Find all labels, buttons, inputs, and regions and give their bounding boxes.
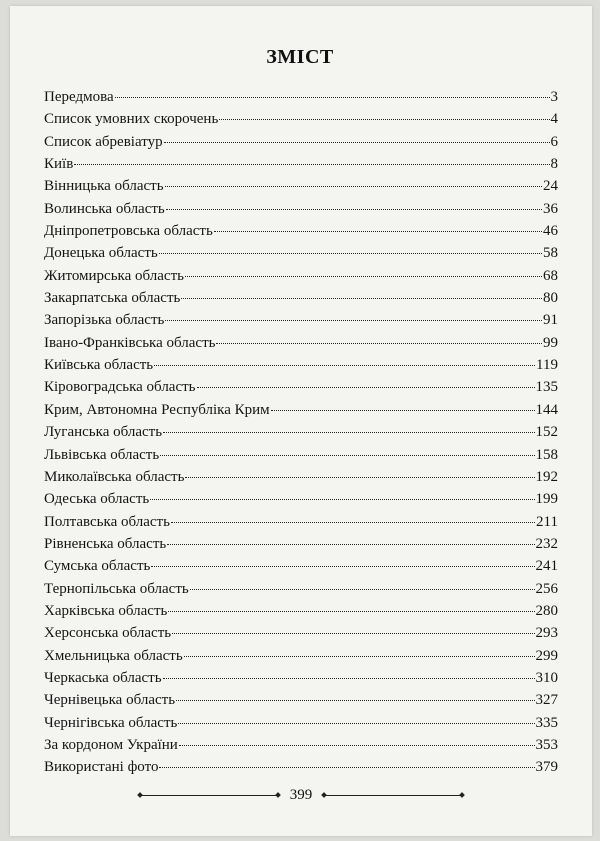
toc-entry-page: 152 [535, 424, 558, 441]
dot-leader [159, 767, 534, 768]
dot-leader [165, 320, 542, 321]
dot-leader [178, 723, 534, 724]
toc-entry-page: 135 [535, 379, 558, 396]
toc-entry-page: 280 [535, 602, 558, 619]
toc-entry-title: Чернівецька область [44, 692, 176, 709]
toc-entry-title: Сумська область [44, 558, 151, 575]
toc-entry [44, 555, 558, 577]
toc-entry-title: Черкаська область [44, 669, 162, 686]
dot-leader [219, 119, 549, 120]
toc-entry [44, 265, 558, 287]
toc-entry-page: 80 [543, 290, 558, 307]
ornament-right [324, 795, 462, 796]
page-footer [140, 785, 462, 805]
toc-entry-title: Вінницька область [44, 178, 164, 195]
toc-entry-title: Тернопільська область [44, 580, 189, 597]
toc-entry [44, 175, 558, 197]
toc-entry-title: Харківська область [44, 602, 168, 619]
toc-entry [44, 376, 558, 398]
dot-leader [163, 678, 535, 679]
toc-entry [44, 421, 558, 443]
toc-entry-title: Рівненська область [44, 535, 167, 552]
toc-entry-page: 58 [543, 245, 558, 262]
toc-entry [44, 645, 558, 667]
dot-leader [171, 522, 535, 523]
toc-entry-title: Полтавська область [44, 513, 170, 530]
toc-entry-title: Дніпропетровська область [44, 223, 213, 240]
toc-entry-page: 99 [543, 334, 558, 351]
dot-leader [74, 164, 549, 165]
dot-leader [168, 611, 534, 612]
toc-entry [44, 466, 558, 488]
toc-entry [44, 756, 558, 778]
toc-entry [44, 332, 558, 354]
toc-entry [44, 242, 558, 264]
toc-entry-page: 211 [536, 513, 558, 530]
dot-leader [163, 432, 534, 433]
toc-entry-page: 36 [543, 200, 558, 217]
toc-entry-page: 379 [535, 759, 558, 776]
toc-entry-page: 6 [550, 133, 558, 150]
toc-entry-title: Львівська область [44, 446, 160, 463]
toc-entry-page: 192 [535, 468, 558, 485]
toc-entry-title: За кордоном України [44, 736, 178, 753]
toc-entry-title: Київ [44, 156, 74, 173]
dot-leader [181, 298, 542, 299]
toc-entry-title: Київська область [44, 357, 154, 374]
toc-entry [44, 86, 558, 108]
dot-leader [154, 365, 535, 366]
dot-leader [172, 633, 534, 634]
toc-entry [44, 198, 558, 220]
dot-leader [160, 455, 534, 456]
toc-entry [44, 600, 558, 622]
toc-entry-title: Одеська область [44, 491, 150, 508]
toc-entry-page: 119 [536, 357, 558, 374]
toc-entry-title: Луганська область [44, 424, 163, 441]
toc-entry-title: Чернігівська область [44, 714, 178, 731]
toc-entry [44, 399, 558, 421]
toc-entry-page: 144 [535, 401, 558, 418]
dot-leader [165, 186, 542, 187]
toc-entry [44, 131, 558, 153]
toc-entry-page: 335 [535, 714, 558, 731]
toc-entry-title: Донецька область [44, 245, 158, 262]
dot-leader [271, 410, 535, 411]
dot-leader [164, 142, 550, 143]
dot-leader [176, 700, 534, 701]
toc-entry-page: 68 [543, 267, 558, 284]
toc-entry-page: 232 [535, 535, 558, 552]
toc-entry-page: 310 [535, 669, 558, 686]
toc-entry-page: 327 [535, 692, 558, 709]
toc-entry [44, 734, 558, 756]
toc-entry [44, 667, 558, 689]
dot-leader [185, 477, 534, 478]
dot-leader [190, 589, 535, 590]
dot-leader [184, 656, 535, 657]
toc-entry-title: Івано-Франківська область [44, 334, 216, 351]
toc-entry-title: Кіровоградська область [44, 379, 196, 396]
toc-entry-page: 353 [535, 736, 558, 753]
toc-entry-title: Закарпатська область [44, 290, 181, 307]
toc-entry [44, 220, 558, 242]
toc-entry-page: 3 [550, 89, 558, 105]
dot-leader [150, 499, 534, 500]
toc-entry-title: Волинська область [44, 200, 165, 217]
toc-entry-page: 299 [535, 647, 558, 664]
dot-leader [167, 544, 534, 545]
toc-entry-page: 24 [543, 178, 558, 195]
toc-entry-title: Херсонська область [44, 625, 172, 642]
table-of-contents [44, 86, 558, 779]
toc-entry-title: Крим, Автономна Республіка Крим [44, 401, 270, 418]
dot-leader [185, 276, 542, 277]
toc-entry [44, 488, 558, 510]
toc-entry-page: 199 [535, 491, 558, 508]
dot-leader [197, 387, 535, 388]
dot-leader [166, 209, 542, 210]
toc-entry [44, 533, 558, 555]
toc-entry-page: 8 [550, 156, 558, 173]
toc-entry-title: Використані фото [44, 759, 159, 776]
toc-entry-title: Миколаївська область [44, 468, 185, 485]
toc-entry-title: Список абревіатур [44, 133, 163, 150]
toc-entry [44, 712, 558, 734]
toc-entry-title: Передмова [44, 89, 114, 105]
toc-entry-page: 256 [535, 580, 558, 597]
toc-entry [44, 622, 558, 644]
page-number: 399 [289, 786, 313, 803]
toc-entry [44, 287, 558, 309]
toc-entry-page: 293 [535, 625, 558, 642]
toc-entry-title: Запорізька область [44, 312, 165, 329]
toc-entry-page: 91 [543, 312, 558, 329]
toc-entry-page: 158 [535, 446, 558, 463]
toc-entry [44, 578, 558, 600]
dot-leader [115, 97, 550, 98]
toc-entry [44, 108, 558, 130]
toc-entry-page: 46 [543, 223, 558, 240]
page-title: ЗМІСТ [266, 46, 334, 68]
dot-leader [159, 253, 542, 254]
toc-entry [44, 511, 558, 533]
dot-leader [214, 231, 542, 232]
dot-leader [216, 343, 542, 344]
toc-entry [44, 444, 558, 466]
toc-entry [44, 354, 558, 376]
toc-entry [44, 309, 558, 331]
toc-entry-title: Житомирська область [44, 267, 184, 284]
ornament-left [140, 795, 278, 796]
dot-leader [179, 745, 535, 746]
toc-entry-title: Список умовних скорочень [44, 111, 219, 128]
toc-entry [44, 689, 558, 711]
toc-entry-page: 4 [550, 111, 558, 128]
toc-entry [44, 153, 558, 175]
dot-leader [151, 566, 534, 567]
toc-entry-page: 241 [535, 558, 558, 575]
toc-entry-title: Хмельницька область [44, 647, 183, 664]
